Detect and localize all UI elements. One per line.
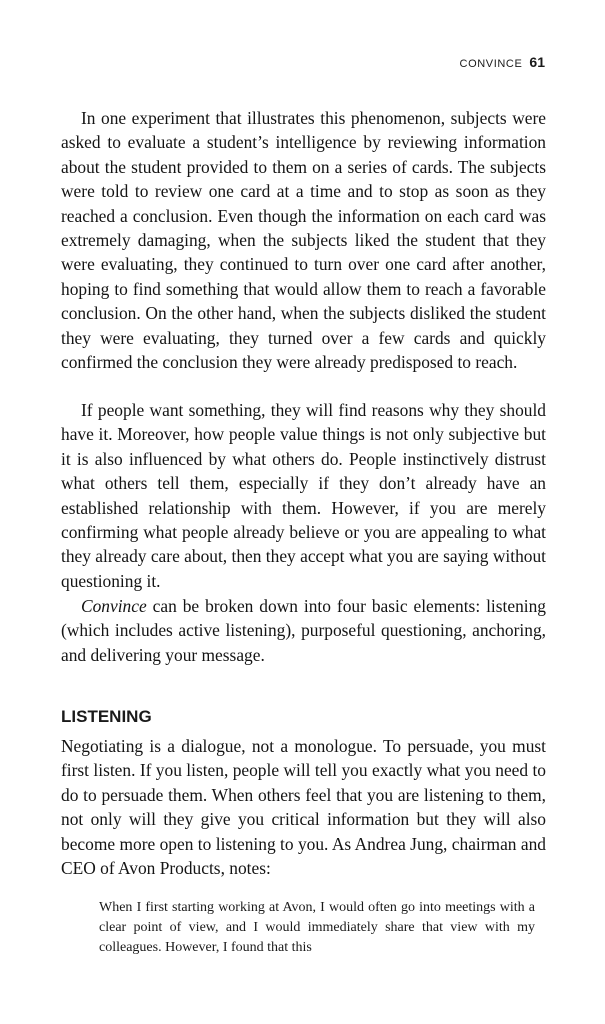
convince-emphasis: Convince — [81, 596, 147, 616]
convince-elements-rest: can be broken down into four basic elements: listening (which includes active listening), purposeful questioning, anchoring, and delivering your message. — [61, 596, 546, 665]
running-head-title: CONVINCE — [459, 58, 523, 70]
paragraph-convince-elements-text — [61, 594, 546, 667]
paragraph-experiment — [61, 106, 546, 374]
section-heading-listening: LISTENING — [61, 707, 152, 726]
page-number: 61 — [529, 54, 545, 70]
paragraph-people-want — [61, 398, 546, 593]
paragraph-experiment-text: In one experiment that illustrates this phenomenon, subjects were asked to evaluate a student’s intelligence by reviewing information about the student provided to them on a series of cards. The subjects were told to review one card at a time and to stop as soon as they reached a conclusion. Even though the information on each card was extremely damaging, when the subjects liked the student that they were evaluating, they continued to turn over one card after another, hoping to find something that would allow them to reach a favorable conclusion. On the other hand, when the subjects disliked the student they were evaluating, they turned over a few cards and quickly confirmed the conclusion they were already predisposed to reach. — [61, 108, 546, 373]
paragraph-people-want-text: If people want something, they will find reasons why they should have it. Moreover, how people value things is not only subjective but it is also influenced by what others do. People instinctively distrust what others tell them, especially if they don’t already have an established relationship with them. However, if you are merely confirming what people already believe or you are appealing to what they already care about, then they accept what you are saying without questioning it. — [61, 400, 546, 591]
paragraph-convince-elements — [61, 594, 546, 667]
block-quote: When I first starting working at Avon, I would often go into meetings with a clear point of view, and I would immediately share that view with my colleagues. However, I found that this — [99, 900, 535, 955]
paragraph-listening-text: Negotiating is a dialogue, not a monologue. To persuade, you must first listen. If you listen, people will tell you exactly what you need to do to persuade them. When others feel that you are listening to them, not only will they give you critical information but they will also become more open to listening to you. As Andrea Jung, chairman and CEO of Avon Products, notes: — [61, 736, 546, 879]
paragraph-listening — [61, 734, 546, 880]
running-head — [460, 54, 545, 70]
